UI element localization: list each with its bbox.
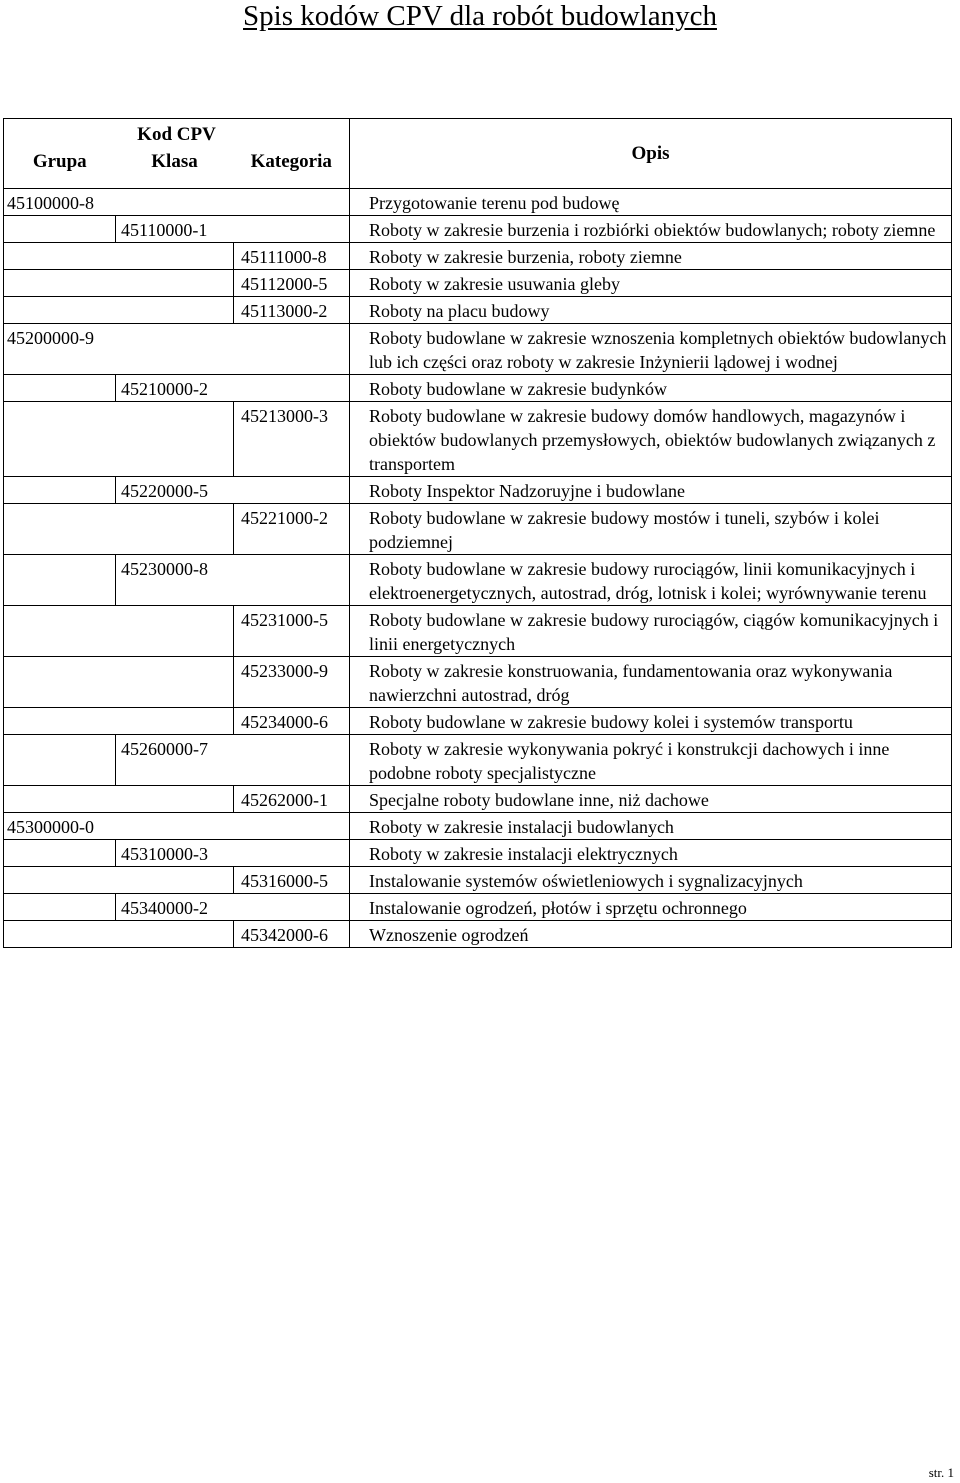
cpv-description: Przygotowanie terenu pod budowę [350,189,952,216]
blank-cell [4,243,116,270]
cpv-code-kategoria: 45233000-9 [234,657,350,708]
cpv-description: Roboty w zakresie burzenia i rozbiórki obiektów budowlanych; roboty ziemne [350,216,952,243]
cpv-code-kategoria: 45231000-5 [234,606,350,657]
table-row [4,243,952,270]
blank-cell [4,657,116,708]
cpv-code-kategoria: 45234000-6 [234,708,350,735]
blank-cell [4,894,116,921]
blank-cell [4,270,116,297]
cpv-code-klasa: 45340000-2 [116,894,350,921]
cpv-description: Roboty w zakresie konstruowania, fundamentowania oraz wykonywania nawierzchni autostrad, dróg [350,657,952,708]
cpv-code-kategoria: 45262000-1 [234,786,350,813]
blank-cell [116,402,234,477]
blank-cell [116,297,234,324]
cpv-description: Roboty budowlane w zakresie budowy mostów i tuneli, szybów i kolei podziemnej [350,504,952,555]
cpv-description: Roboty budowlane w zakresie budowy domów handlowych, magazynów i obiektów budowlanych przemysłowych, obiektów budowlanych związanych z transportem [350,402,952,477]
cpv-code-grupa: 45100000-8 [4,189,350,216]
header-klasa: Klasa [116,147,234,189]
blank-cell [4,606,116,657]
page-number: str. 1 [928,1465,954,1480]
blank-cell [116,243,234,270]
cpv-codes-table [3,118,952,948]
blank-cell [4,735,116,786]
blank-cell [4,402,116,477]
cpv-code-kategoria: 45316000-5 [234,867,350,894]
table-row [4,813,952,840]
table-row [4,867,952,894]
cpv-description: Roboty w zakresie instalacji elektrycznych [350,840,952,867]
table-row [4,555,952,606]
cpv-description: Roboty Inspektor Nadzoruyjne i budowlane [350,477,952,504]
table-row [4,606,952,657]
cpv-code-kategoria: 45342000-6 [234,921,350,948]
table-row [4,786,952,813]
blank-cell [4,216,116,243]
header-grupa: Grupa [4,147,116,189]
cpv-code-klasa: 45310000-3 [116,840,350,867]
cpv-code-klasa: 45220000-5 [116,477,350,504]
cpv-description: Roboty budowlane w zakresie budowy kolei i systemów transportu [350,708,952,735]
table-row [4,504,952,555]
blank-cell [116,606,234,657]
blank-cell [4,504,116,555]
blank-cell [116,657,234,708]
cpv-code-klasa: 45110000-1 [116,216,350,243]
page-title: Spis kodów CPV dla robót budowlanych [243,0,717,32]
table-header-row [4,119,952,148]
blank-cell [4,477,116,504]
table-row [4,216,952,243]
table-body [4,189,952,948]
table-row [4,375,952,402]
header-kategoria: Kategoria [234,147,350,189]
table-row [4,840,952,867]
table-row [4,270,952,297]
cpv-code-kategoria: 45111000-8 [234,243,350,270]
table-row [4,657,952,708]
blank-cell [4,375,116,402]
cpv-code-klasa: 45260000-7 [116,735,350,786]
table-row [4,402,952,477]
table-row [4,735,952,786]
blank-cell [4,297,116,324]
table-row [4,894,952,921]
cpv-description: Roboty w zakresie burzenia, roboty ziemne [350,243,952,270]
blank-cell [116,867,234,894]
cpv-description: Roboty budowlane w zakresie budynków [350,375,952,402]
cpv-code-klasa: 45230000-8 [116,555,350,606]
cpv-description: Roboty w zakresie usuwania gleby [350,270,952,297]
cpv-description: Specjalne roboty budowlane inne, niż dachowe [350,786,952,813]
table-row [4,921,952,948]
blank-cell [116,270,234,297]
cpv-code-kategoria: 45113000-2 [234,297,350,324]
blank-cell [4,867,116,894]
blank-cell [116,921,234,948]
cpv-code-kategoria: 45112000-5 [234,270,350,297]
blank-cell [4,786,116,813]
header-kod-cpv: Kod CPV [4,119,350,148]
cpv-description: Wznoszenie ogrodzeń [350,921,952,948]
blank-cell [116,708,234,735]
table-row [4,324,952,375]
cpv-description: Instalowanie ogrodzeń, płotów i sprzętu ochronnego [350,894,952,921]
blank-cell [116,786,234,813]
blank-cell [4,555,116,606]
blank-cell [4,921,116,948]
cpv-code-grupa: 45200000-9 [4,324,350,375]
table-row [4,708,952,735]
cpv-description: Roboty budowlane w zakresie budowy rurociągów, linii komunikacyjnych i elektroenergetycznych, autostrad, dróg, lotnisk i kolei; wyrównywanie terenu [350,555,952,606]
table-row [4,477,952,504]
blank-cell [4,840,116,867]
blank-cell [4,708,116,735]
cpv-code-grupa: 45300000-0 [4,813,350,840]
header-opis: Opis [350,119,952,189]
cpv-description: Instalowanie systemów oświetleniowych i sygnalizacyjnych [350,867,952,894]
cpv-description: Roboty budowlane w zakresie budowy rurociągów, ciągów komunikacyjnych i linii energetycznych [350,606,952,657]
table-row [4,189,952,216]
cpv-code-kategoria: 45213000-3 [234,402,350,477]
blank-cell [116,504,234,555]
cpv-description: Roboty w zakresie instalacji budowlanych [350,813,952,840]
cpv-description: Roboty na placu budowy [350,297,952,324]
table-row [4,297,952,324]
cpv-description: Roboty budowlane w zakresie wznoszenia kompletnych obiektów budowlanych lub ich części oraz roboty w zakresie Inżynierii lądowej i wodnej [350,324,952,375]
cpv-description: Roboty w zakresie wykonywania pokryć i konstrukcji dachowych i inne podobne roboty specjalistyczne [350,735,952,786]
cpv-code-kategoria: 45221000-2 [234,504,350,555]
cpv-code-klasa: 45210000-2 [116,375,350,402]
